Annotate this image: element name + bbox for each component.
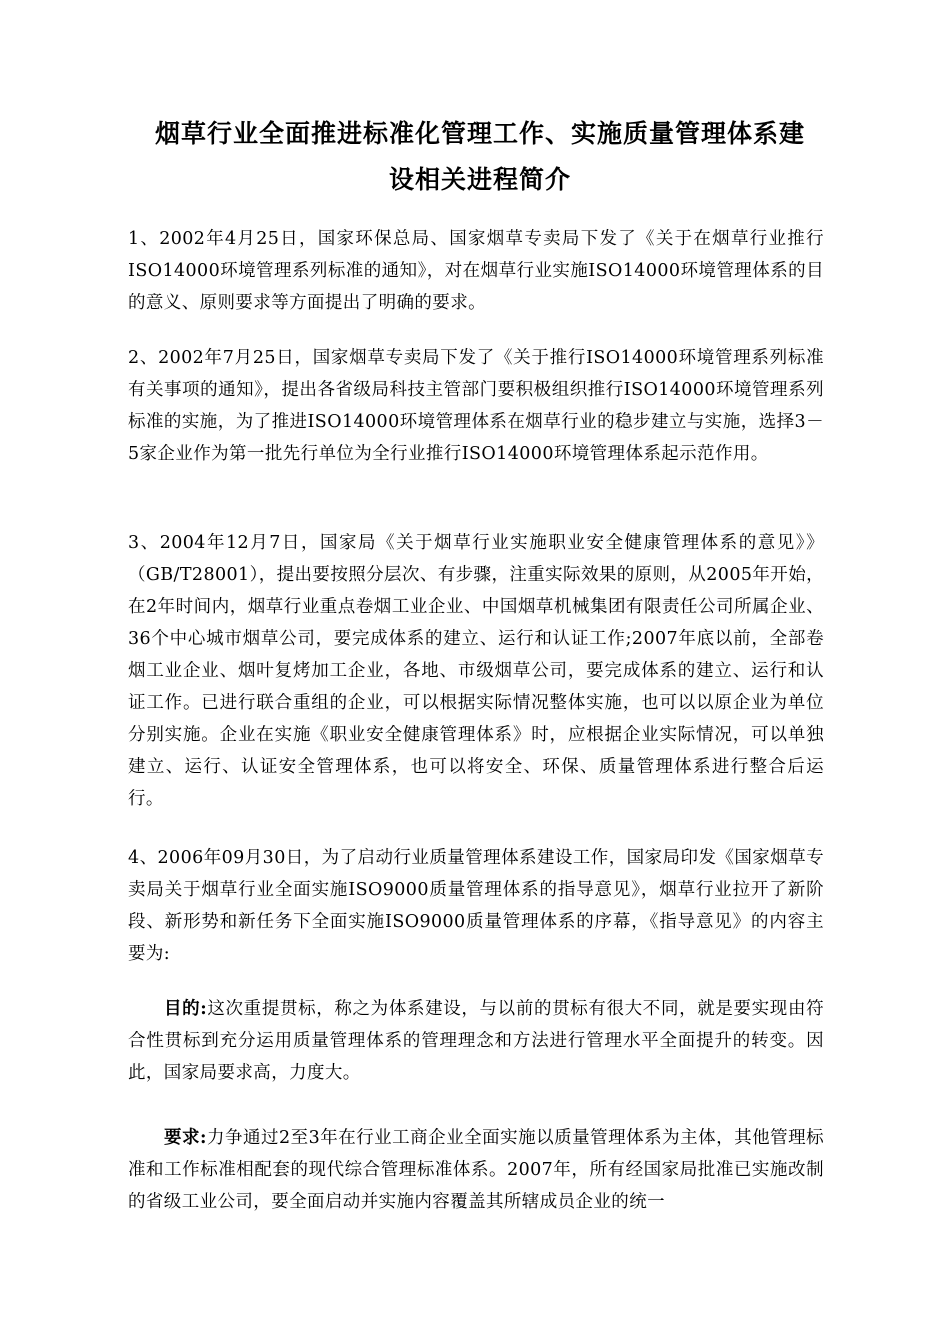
paragraph-requirements [128,1122,824,1218]
document-title-line-2: 设相关进程简介 [388,165,571,194]
purpose-label: 目的: [164,999,208,1019]
requirements-text: 力争通过2至3年在行业工商企业全面实施以质量管理体系为主体，其他管理标准和工作标准相配套的现代综合管理标准体系。2007年，所有经国家局批准已实施改制的省级工业公司，要全面启动并实施内容覆盖其所辖成员企业的统一 [128,1128,824,1212]
purpose-text: 这次重提贯标，称之为体系建设，与以前的贯标有很大不同，就是要实现由符合性贯标到充分运用质量管理体系的管理理念和方法进行管理水平全面提升的转变。因此，国家局要求高，力度大。 [128,999,824,1083]
paragraph-purpose [128,993,824,1089]
paragraph-3: 3、2004年12月7日，国家局《关于烟草行业实施职业安全健康管理体系的意见》》（GB/T28001），提出要按照分层次、有步骤，注重实际效果的原则，从2005年开始，在2年时间内，烟草行业重点卷烟工业企业、中国烟草机械集团有限责任公司所属企业、36个中心城市烟草公司，要完成体系的建立、运行和认证工作;2007年底以前，全部卷烟工业企业、烟叶复烤加工企业，各地、市级烟草公司，要完成体系的建立、运行和认证工作。已进行联合重组的企业，可以根据实际情况整体实施，也可以以原企业为单位分别实施。企业在实施《职业安全健康管理体系》时，应根据企业实际情况，可以单独建立、运行、认证安全管理体系，也可以将安全、环保、质量管理体系进行整合后运行。 [128,533,824,809]
requirements-label: 要求: [164,1128,207,1148]
paragraph-2: 2、2002年7月25日，国家烟草专卖局下发了《关于推行ISO14000环境管理系列标准有关事项的通知》，提出各省级局科技主管部门要积极组织推行ISO14000环境管理系列标准的实施，为了推进ISO14000环境管理体系在烟草行业的稳步建立与实施，选择3－5家企业作为第一批先行单位为全行业推行ISO14000环境管理体系起示范作用。 [128,348,824,464]
document-title-line-1: 烟草行业全面推进标准化管理工作、实施质量管理体系建 [154,119,805,148]
paragraph-4: 4、2006年09月30日，为了启动行业质量管理体系建设工作，国家局印发《国家烟草专卖局关于烟草行业全面实施ISO9000质量管理体系的指导意见》，烟草行业拉开了新阶段、新形势和新任务下全面实施ISO9000质量管理体系的序幕，《指导意见》的内容主要为: [128,848,824,964]
paragraph-1: 1、2002年4月25日，国家环保总局、国家烟草专卖局下发了《关于在烟草行业推行ISO14000环境管理系列标准的通知》，对在烟草行业实施ISO14000环境管理体系的目的意义、原则要求等方面提出了明确的要求。 [128,229,824,313]
